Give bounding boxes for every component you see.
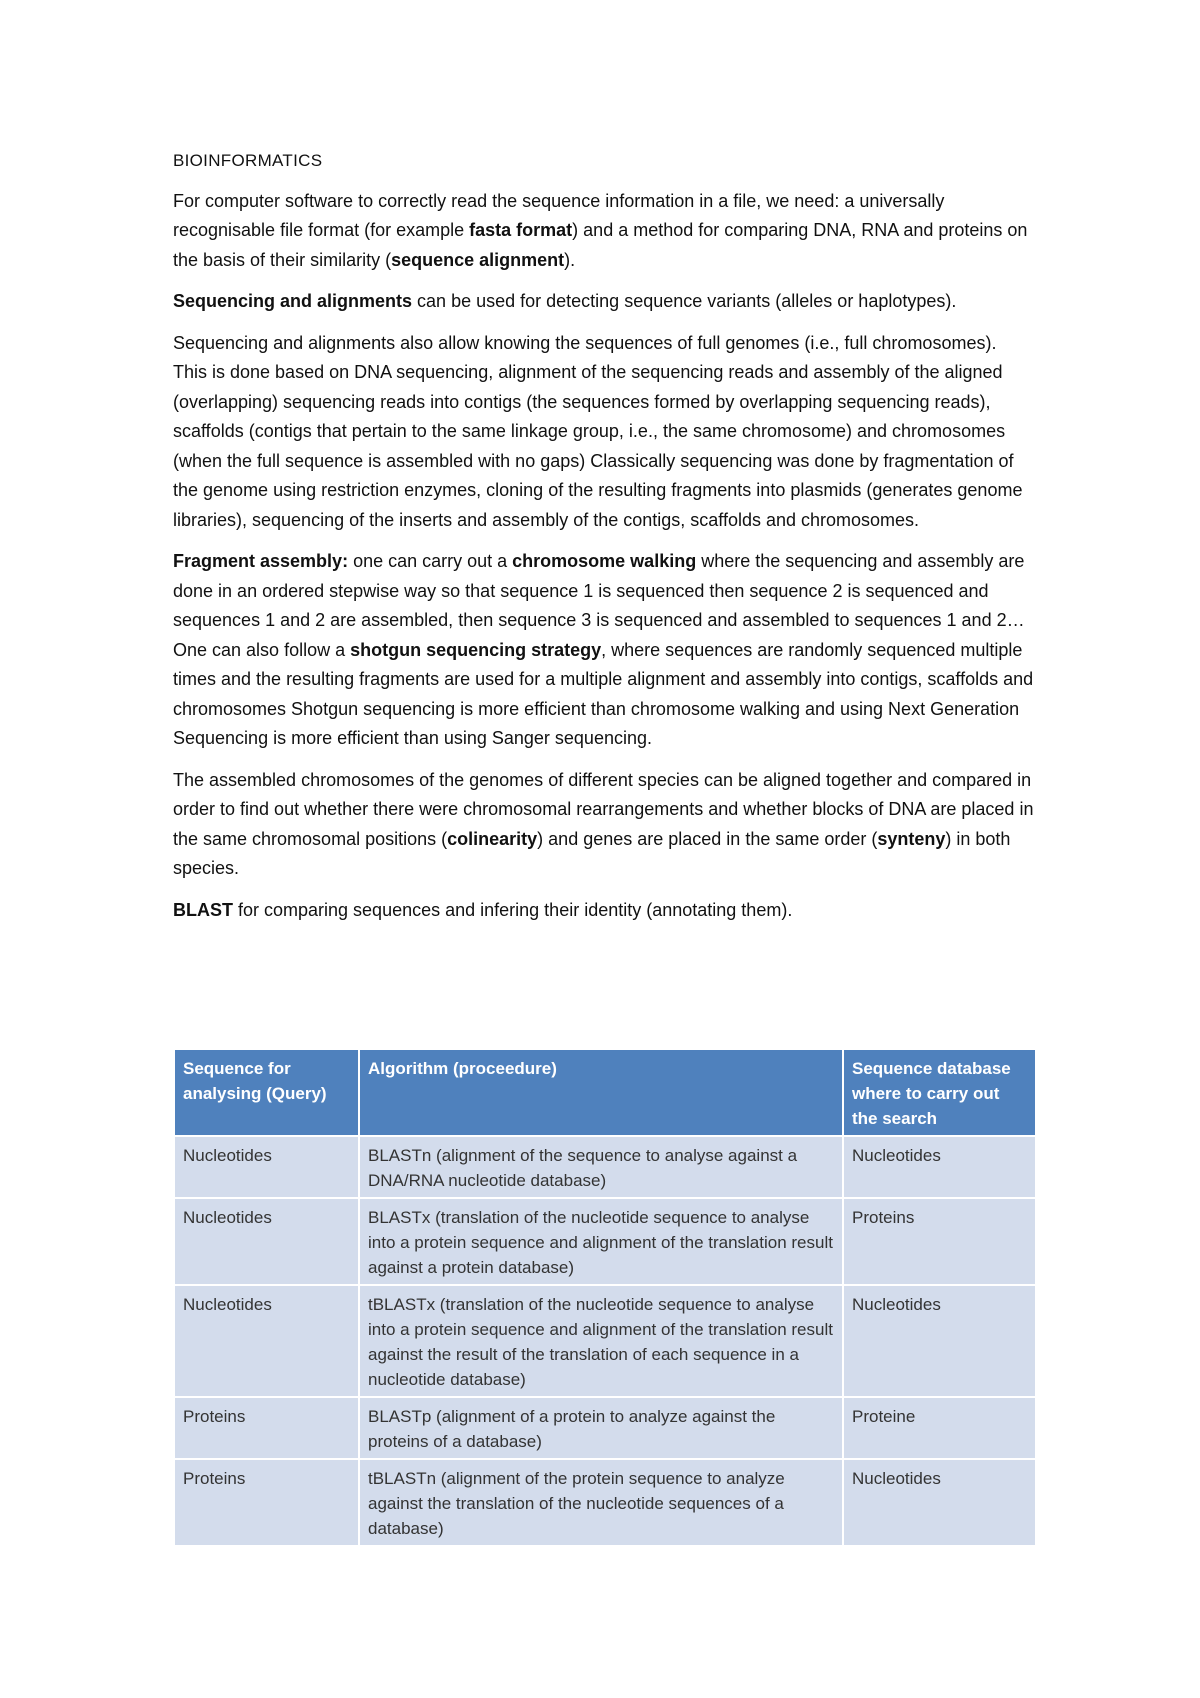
p5-text-c: ) and genes are placed in the same order ( (537, 828, 878, 849)
p6-bold-blast: BLAST (173, 899, 233, 920)
cell-database: Proteine (843, 1397, 1036, 1459)
cell-query: Proteins (174, 1459, 359, 1546)
cell-database: Proteins (843, 1198, 1036, 1285)
paragraph-variants (173, 287, 1035, 317)
cell-query: Nucleotides (174, 1285, 359, 1397)
cell-algorithm: BLASTp (alignment of a protein to analyze against the proteins of a database) (359, 1397, 843, 1459)
blast-table (173, 1048, 1037, 1547)
p5-bold-synteny: synteny (877, 828, 946, 849)
paragraph-chromosome-comparison (173, 766, 1035, 884)
p4-text-a: one can carry out a (348, 551, 513, 571)
paragraph-file-format (173, 187, 1035, 276)
p1-text-c: ) and a method for comparing DNA, RNA and proteins on the basis of their similarity ( (173, 220, 1028, 270)
p1-bold-fasta: fasta format (469, 220, 573, 240)
paragraph-genomes (173, 329, 1035, 536)
cell-query: Nucleotides (174, 1198, 359, 1285)
table-row (174, 1459, 1036, 1546)
cell-algorithm: BLASTx (translation of the nucleotide sequence to analyse into a protein sequence and alignment of the translation result against a protein database) (359, 1198, 843, 1285)
p4-bold-walking: chromosome walking (512, 551, 697, 571)
document-heading: BIOINFORMATICS (173, 151, 323, 170)
p2-bold-sequencing: Sequencing and alignments (173, 291, 413, 311)
cell-algorithm: tBLASTx (translation of the nucleotide sequence to analyse into a protein sequence and alignment of the translation result against the result of the translation of each sequence in a nucleotide database) (359, 1285, 843, 1397)
table-row (174, 1285, 1036, 1397)
paragraph-blast (173, 896, 1035, 926)
cell-database: Nucleotides (843, 1459, 1036, 1546)
cell-database: Nucleotides (843, 1285, 1036, 1397)
p4-bold-fragment: Fragment assembly: (173, 551, 349, 571)
p3-text-a: Sequencing and alignments also allow knowing the sequences of full genomes (i.e., full chromosomes). This is done based on DNA sequencing, alignment of the sequencing reads and assembly of the aligned (overlapping) sequencing reads into contigs (the sequences formed by overlapping sequencing reads), scaffolds (contigs that pertain to the same linkage group, i.e., the same chromosome) and chromosomes (when the full sequence is assembled with no gaps) Classically sequencing was done by fragmentation of the genome using restriction enzymes, cloning of the resulting fragments into plasmids (generates genome libraries), sequencing of the inserts and assembly of the contigs, scaffolds and chromosomes. (173, 332, 1023, 530)
p4-text-d: , where sequences are randomly sequenced multiple times and the resulting fragments are used for a multiple alignment and assembly into contigs, scaffolds and chromosomes Shotgun sequencing is more efficient than chromosome walking and using Next Generation Sequencing is more efficient than using Sanger sequencing. (173, 639, 1034, 748)
cell-database: Nucleotides (843, 1136, 1036, 1198)
table-row (174, 1397, 1036, 1459)
document-body (173, 146, 1035, 937)
cell-algorithm: tBLASTn (alignment of the protein sequence to analyze against the translation of the nucleotide sequences of a database) (359, 1459, 843, 1546)
cell-algorithm: BLASTn (alignment of the sequence to analyse against a DNA/RNA nucleotide database) (359, 1136, 843, 1198)
p1-text-a: For computer software to correctly read the sequence information in a file, we need: a universally recognisable file format (for example (173, 190, 945, 240)
p5-bold-colinearity: colinearity (447, 828, 538, 849)
p6-text-a: for comparing sequences and infering their identity (annotating them). (233, 899, 793, 920)
p5-text-d: ) in both species. (173, 828, 1011, 878)
header-algorithm: Algorithm (proceedure) (359, 1049, 843, 1136)
header-query: Sequence for analysing (Query) (174, 1049, 359, 1136)
p1-bold-alignment: sequence alignment (391, 249, 565, 270)
cell-query: Nucleotides (174, 1136, 359, 1198)
p4-bold-shotgun: shotgun sequencing strategy (350, 639, 602, 660)
table-row (174, 1198, 1036, 1285)
p2-text-a: can be used for detecting sequence variants (alleles or haplotypes). (412, 291, 957, 311)
header-database: Sequence database where to carry out the search (843, 1049, 1036, 1136)
table-header-row (174, 1049, 1036, 1136)
p5-text-a: The assembled chromosomes of the genomes of different species can be aligned together and compared in order to find out whether there were chromosomal rearrangements and whether blocks of DNA are placed in the same chromosomal positions ( (173, 769, 1034, 849)
p4-text-c: where the sequencing and assembly are done in an ordered stepwise way so that sequence 1 is sequenced then sequence 2 is sequenced and sequences 1 and 2 are assembled, then sequence 3 is sequenced and assembled to sequences 1 and 2… One can also follow a (173, 551, 1025, 660)
table-row (174, 1136, 1036, 1198)
p1-text-d: ). (564, 249, 576, 270)
cell-query: Proteins (174, 1397, 359, 1459)
paragraph-fragment-assembly (173, 547, 1035, 754)
